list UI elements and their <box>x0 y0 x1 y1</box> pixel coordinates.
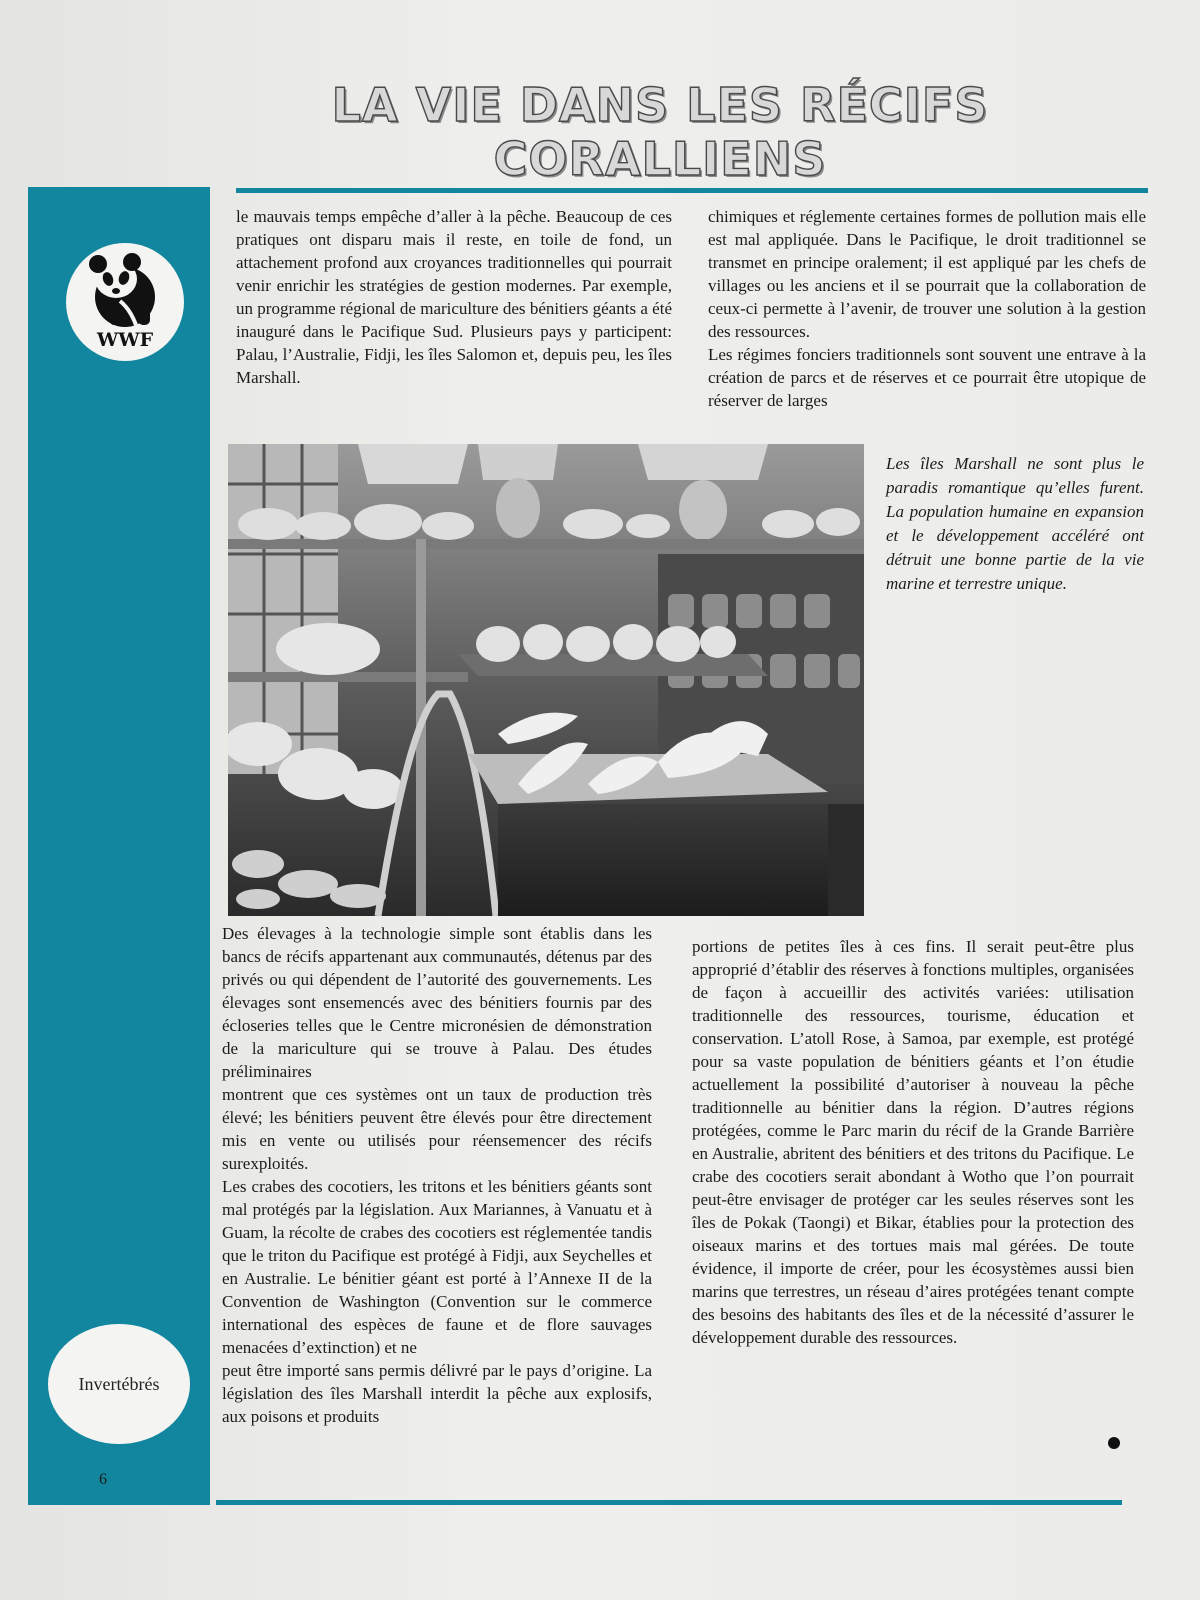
page-number: 6 <box>99 1471 107 1488</box>
text-column-4 <box>692 935 1134 1349</box>
section-label: Invertébrés <box>78 1373 160 1394</box>
paragraph: portions de petites îles à ces fins. Il serait peut-être plus approprié d’établir des réserves à fonctions multiples, organisées de façon à accueillir des activités variées: utilisation traditionnelle des ressources, tourisme, éducation et conservation. L’atoll Rose, à Samoa, par exemple, est protégé pour sa vaste population de bénitiers géants et l’on étudie actuellement la possibilité d’autoriser à nouveau la pêche traditionnelle au bénitier dans la région. D’autres régions protégées, comme le Parc marin du récif de la Grande Barrière en Australie, abritent des bénitiers et des tritons du Pacifique. Le crabe des cocotiers serait abondant à Wotho que l’on pourrait peut-être envisager de protéger car les seules réserves sont les îles de Pokak (Taongi) et Bikar, établies pour la protection des oiseaux marins et des tortues mais mal gérées. De toute évidence, il importe de créer, pour les écosystèmes aussi bien marins que terrestres, un réseau d’aires protégées tenant compte des besoins des habitants des îles et de la nécessité d’assurer le développement durable des ressources. <box>692 937 1134 1347</box>
shell-shop-photo <box>228 444 864 916</box>
text-column-1 <box>236 205 672 389</box>
sidebar-band <box>28 187 210 1505</box>
text-column-2 <box>708 205 1146 412</box>
text-column-3 <box>222 922 652 1428</box>
section-badge <box>48 1324 190 1444</box>
paragraph: montrent que ces systèmes ont un taux de production très élevé; les bénitiers peuvent être élevés pour être directement mis en vente ou utilisés pour réensemencer des récifs surexploités. <box>222 1085 652 1173</box>
bottom-rule <box>216 1500 1122 1505</box>
paragraph: Les crabes des cocotiers, les tritons et les bénitiers géants sont mal protégés par la législation. Aux Mariannes, à Vanuatu et à Guam, la récolte de crabes des cocotiers est réglementée tandis que le triton du Pacifique est protégé à Fidji, aux Seychelles et en Australie. Le bénitier géant est porté à l’Annexe II de la Convention de Washington (Convention sur le commerce international des espèces de faune et de flore sauvages menacées d’extinction) et ne <box>222 1177 652 1357</box>
photo-caption: Les îles Marshall ne sont plus le paradis romantique qu’elles furent. La population humaine en expansion et le développement accéléré ont détruit une bonne partie de la vie marine et terrestre unique. <box>886 454 1144 593</box>
page-title: LA VIE DANS LES RÉCIFS CORALLIENS <box>331 78 989 186</box>
logo-text: WWF <box>96 329 154 351</box>
panda-icon <box>86 251 164 331</box>
bullet-icon <box>1108 1437 1120 1449</box>
paragraph: peut être importé sans permis délivré par le pays d’origine. La législation des îles Marshall interdit la pêche aux explosifs, aux poisons et produits <box>222 1361 652 1426</box>
paragraph: chimiques et réglemente certaines formes de pollution mais elle est mal appliquée. Dans le Pacifique, le droit traditionnel se transmet en principe oralement; il est appliqué par les chefs de villages ou les anciens et il se pourrait que la collaboration de ceux-ci permette à l’avenir, de trouver une solution à la gestion des ressources. <box>708 207 1146 341</box>
paragraph: Les régimes fonciers traditionnels sont souvent une entrave à la création de parcs et de réserves et ce pourrait être utopique de réserver de larges <box>708 345 1146 410</box>
paragraph: Des élevages à la technologie simple sont établis dans les bancs de récifs appartenant aux communautés, détenus par des privés ou qui dépendent de l’autorité des gouvernements. Les élevages sont ensemencés avec des bénitiers fournis par des écloseries telles que le Centre micronésien de démonstration de la mariculture qui se trouve à Palau. Des études préliminaires <box>222 924 652 1081</box>
paragraph: le mauvais temps empêche d’aller à la pêche. Beaucoup de ces pratiques ont disparu mais il reste, en toile de fond, un attachement profond aux croyances traditionnelles qui pourrait venir enrichir les stratégies de gestion modernes. Par exemple, un programme régional de mariculture des bénitiers géants a été inauguré dans le Pacifique Sud. Plusieurs pays y participent: Palau, l’Australie, Fidji, les îles Salomon et, depuis peu, les îles Marshall. <box>236 207 672 387</box>
top-rule <box>236 188 1148 193</box>
wwf-logo <box>66 243 184 361</box>
